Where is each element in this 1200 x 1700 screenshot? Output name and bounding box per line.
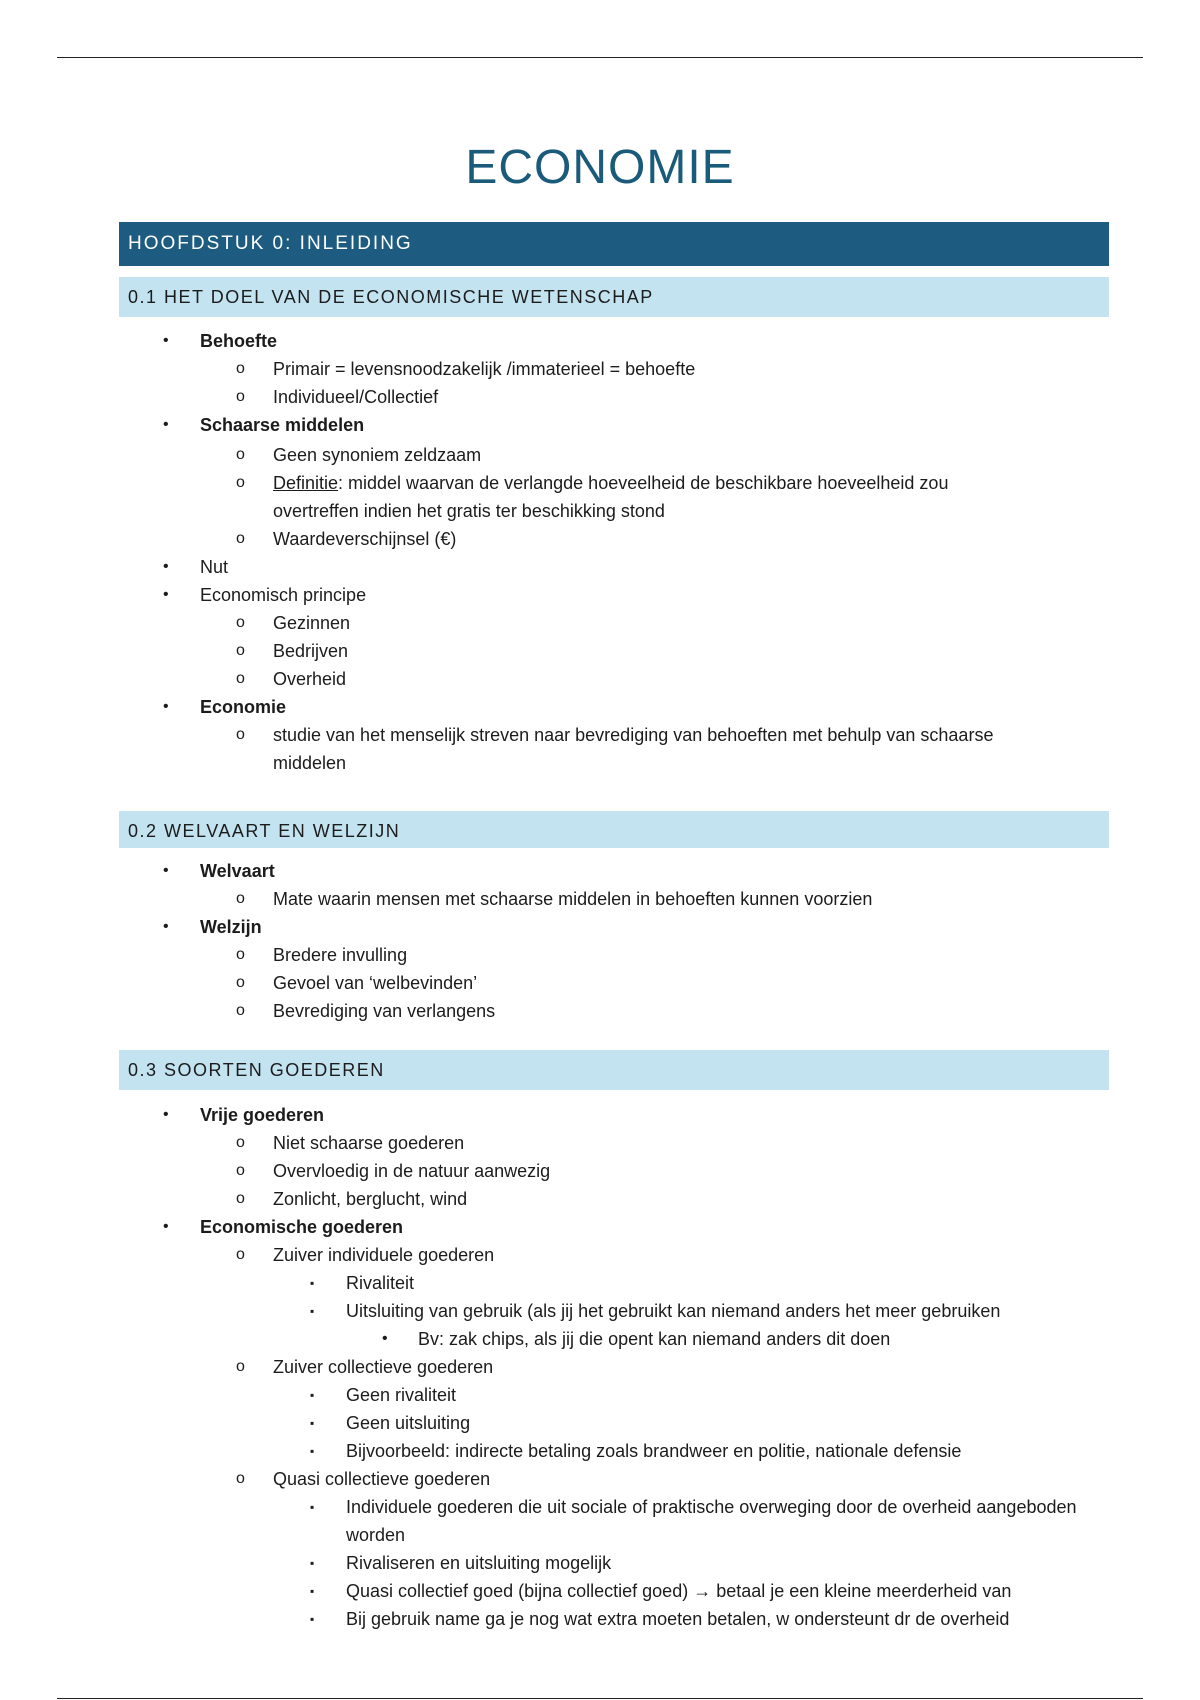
list-item: [0, 327, 1200, 355]
circle-marker: o: [236, 670, 245, 687]
item-text: Economie: [200, 697, 287, 717]
item-text: Individueel/Collectief: [273, 387, 439, 407]
item-text: Welvaart: [200, 861, 275, 881]
circle-marker: o: [236, 890, 245, 907]
page-title: ECONOMIE: [465, 141, 735, 194]
circle-marker: o: [236, 726, 245, 743]
list-item: [0, 941, 1200, 969]
item-text: Overvloedig in de natuur aanwezig: [273, 1161, 551, 1181]
item-text: Welzijn: [200, 917, 262, 937]
item-text: Rivaliseren en uitsluiting mogelijk: [346, 1553, 612, 1573]
circle-marker: o: [236, 1470, 245, 1487]
item-text: Schaarse middelen: [200, 415, 365, 435]
list-item: [0, 665, 1200, 693]
item-text: Zuiver collectieve goederen: [273, 1357, 494, 1377]
square-marker: ▪: [310, 1612, 315, 1626]
list-item: [0, 1409, 1200, 1437]
list-item: [0, 721, 1033, 777]
list-item: [0, 355, 1200, 383]
list-item: [0, 1129, 1200, 1157]
item-text: Primair = levensnoodzakelijk /immaterieel = behoefte: [273, 359, 696, 379]
list-item: [0, 693, 1200, 721]
list-item: [0, 609, 1200, 637]
list-item: [0, 885, 1200, 913]
circle-marker: o: [236, 614, 245, 631]
item-text: Zuiver individuele goederen: [273, 1245, 495, 1265]
bullet-marker: •: [163, 918, 169, 935]
list-item: [0, 469, 1033, 525]
item-text: Gevoel van ‘welbevinden’: [273, 973, 478, 993]
item-text: Zonlicht, berglucht, wind: [273, 1189, 468, 1209]
list-item: [0, 553, 1200, 581]
section-heading-0-2: 0.2 WELVAART EN WELZIJN: [119, 808, 1109, 848]
definition-label: Definitie: [273, 473, 339, 493]
list-item: [0, 1605, 1200, 1633]
list-item: [0, 1381, 1200, 1409]
item-text: Bv: zak chips, als jij die opent kan niemand anders dit doen: [418, 1329, 891, 1349]
circle-marker: o: [236, 388, 245, 405]
item-text: Mate waarin mensen met schaarse middelen in behoeften kunnen voorzien: [273, 889, 873, 909]
circle-marker: o: [236, 1246, 245, 1263]
square-marker: ▪: [310, 1388, 315, 1402]
list-item: [0, 1185, 1200, 1213]
item-text: Bedrijven: [273, 641, 349, 661]
item-text: Bevrediging van verlangens: [273, 1001, 496, 1021]
square-marker: ▪: [310, 1584, 315, 1598]
list-item: [0, 525, 1200, 553]
circle-marker: o: [236, 530, 245, 547]
circle-marker: o: [236, 642, 245, 659]
circle-marker: o: [236, 360, 245, 377]
list-item: [0, 1465, 1200, 1493]
square-marker: ▪: [310, 1444, 315, 1458]
item-text: Nut: [200, 557, 229, 577]
circle-marker: o: [236, 1162, 245, 1179]
list-item: [0, 1493, 1086, 1549]
item-text: Niet schaarse goederen: [273, 1133, 465, 1153]
section-heading-0-1: 0.1 HET DOEL VAN DE ECONOMISCHE WETENSCHAP: [119, 277, 1109, 317]
item-text: Quasi collectieve goederen: [273, 1469, 491, 1489]
bullet-marker: •: [163, 862, 169, 879]
list-item: [0, 441, 1200, 469]
circle-marker: o: [236, 446, 245, 463]
item-text: Uitsluiting van gebruik (als jij het gebruikt kan niemand anders het meer gebruiken: [346, 1301, 1001, 1321]
list-item: [0, 1213, 1200, 1241]
section-list-0-3: [0, 1101, 1200, 1633]
list-item: [0, 637, 1200, 665]
item-text: Rivaliteit: [346, 1273, 415, 1293]
list-item: [0, 1241, 1200, 1269]
item-text: Geen uitsluiting: [346, 1413, 471, 1433]
item-text: : middel waarvan de verlangde hoeveelheid de beschikbare hoeveelheid zou overtreffen indien het gratis ter beschikking stond: [273, 473, 949, 521]
list-item: [0, 1549, 1200, 1577]
square-marker: ▪: [310, 1500, 315, 1514]
circle-marker: o: [236, 1358, 245, 1375]
item-text: Waardeverschijnsel (€): [273, 529, 457, 549]
circle-marker: o: [236, 1002, 245, 1019]
circle-marker: o: [236, 974, 245, 991]
list-item: [0, 1297, 1200, 1325]
list-item: [0, 857, 1200, 885]
bullet-marker: •: [163, 558, 169, 575]
bullet-marker: •: [163, 1218, 169, 1235]
list-item: [0, 1101, 1200, 1129]
list-item: [0, 1437, 1200, 1465]
bottom-rule: [57, 1698, 1143, 1699]
square-marker: ▪: [310, 1304, 315, 1318]
bullet-marker: •: [382, 1330, 388, 1347]
item-text: Bij gebruik name ga je nog wat extra moeten betalen, w ondersteunt dr de overheid: [346, 1609, 1010, 1629]
item-text: Bredere invulling: [273, 945, 408, 965]
square-marker: ▪: [310, 1416, 315, 1430]
list-item: [0, 1269, 1200, 1297]
item-text: Individuele goederen die uit sociale of praktische overweging door de overheid aangeboden worden: [346, 1497, 1077, 1545]
square-marker: ▪: [310, 1556, 315, 1570]
list-item: [0, 411, 1200, 439]
item-text: Bijvoorbeeld: indirecte betaling zoals brandweer en politie, nationale defensie: [346, 1441, 962, 1461]
bullet-marker: •: [163, 332, 169, 349]
list-item: [0, 581, 1200, 609]
section-list-0-1: [0, 327, 1200, 777]
list-item: [0, 997, 1200, 1025]
list-item: [0, 1325, 1200, 1353]
item-text: Economische goederen: [200, 1217, 404, 1237]
item-text: Geen rivaliteit: [346, 1385, 457, 1405]
circle-marker: o: [236, 1190, 245, 1207]
chapter-heading: HOOFDSTUK 0: INLEIDING: [119, 222, 1109, 266]
list-item: [0, 1157, 1200, 1185]
list-item: [0, 383, 1200, 411]
bullet-marker: •: [163, 416, 169, 433]
list-item: [0, 969, 1200, 997]
item-text: Vrije goederen: [200, 1105, 325, 1125]
square-marker: ▪: [310, 1276, 315, 1290]
bullet-marker: •: [163, 586, 169, 603]
section-heading-0-3: 0.3 SOORTEN GOEDEREN: [119, 1050, 1109, 1090]
bullet-marker: •: [163, 1106, 169, 1123]
item-text: Gezinnen: [273, 613, 351, 633]
item-text: Geen synoniem zeldzaam: [273, 445, 482, 465]
section-list-0-2: [0, 857, 1200, 1025]
item-text: Quasi collectief goed (bijna collectief goed) → betaal je een kleine meerderheid van: [346, 1581, 1012, 1601]
list-item: [0, 1353, 1200, 1381]
circle-marker: o: [236, 474, 245, 491]
item-text: Economisch principe: [200, 585, 367, 605]
item-text: studie van het menselijk streven naar bevrediging van behoeften met behulp van schaarse middelen: [273, 725, 994, 773]
top-rule: [57, 57, 1143, 58]
bullet-marker: •: [163, 698, 169, 715]
list-item: [0, 913, 1200, 941]
circle-marker: o: [236, 946, 245, 963]
item-text: Overheid: [273, 669, 347, 689]
item-text: Behoefte: [200, 331, 278, 351]
circle-marker: o: [236, 1134, 245, 1151]
list-item: [0, 1577, 1200, 1605]
